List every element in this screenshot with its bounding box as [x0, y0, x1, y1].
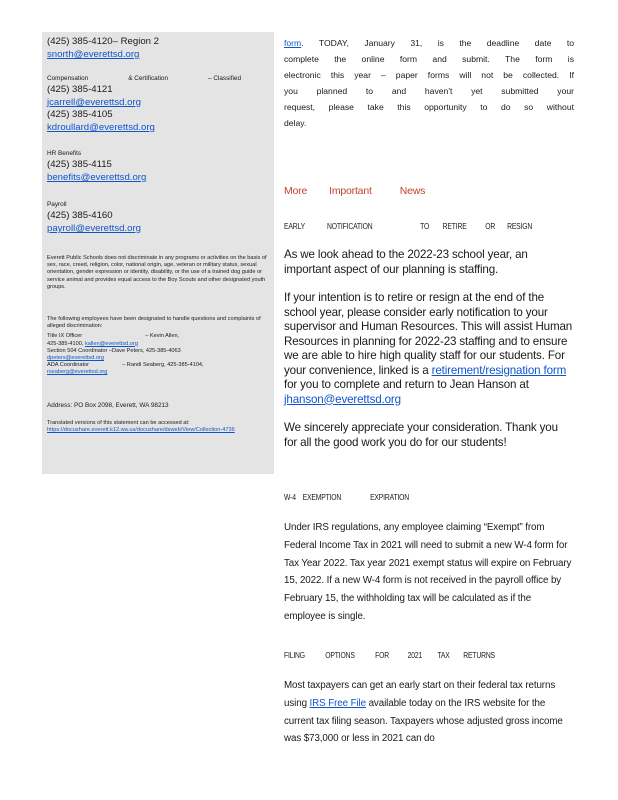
translated-versions-link[interactable]: https://docushare.everett.k12.wa.us/docushare/dsweb/View/Collection-4736 — [47, 427, 235, 434]
section-504-email-link[interactable]: dpeters@everettsd.org — [47, 355, 104, 362]
payroll-phone: (425) 385-4160 — [47, 210, 113, 221]
w4-exemption-para: Under IRS regulations, any employee claiming “Exempt” from Federal Income Tax in 2021 will need to submit a new W-4 form for Tax Year 2022. Tax year 2021 exempt status will expire on February 15, 2022. If a new W-4 form is not received in the payroll office by February 15, the withholding tax will be calculated as if the employee is single. — [284, 522, 572, 622]
compensation-email-1-link[interactable]: jcarrell@everettsd.org — [47, 97, 141, 108]
filing-options-para: Most taxpayers can get an early start on their federal tax returns using IRS Free File available today on the IRS website for the current tax filing season. Taxpayers whose adjusted gross income was $73,000 or less in 2021 can do — [284, 680, 563, 745]
form-link[interactable]: form — [284, 38, 302, 48]
more-important-news-heading: More Important News — [284, 185, 426, 197]
title-ix-contact-line2: 425-385-4100, kallen@everettsd.org — [47, 340, 138, 347]
jhanson-email-link[interactable]: jhanson@everettsd.org — [284, 392, 401, 406]
region2-phone: (425) 385-4120– Region 2 — [47, 36, 160, 47]
early-notification-para-3: We sincerely appreciate your consideration. Thank you for all the good work you do for our students! — [284, 421, 558, 449]
compensation-phone-1: (425) 385-4121 — [47, 84, 113, 95]
irs-free-file-link[interactable]: IRS Free File — [309, 697, 366, 709]
mailing-address: Address: PO Box 2098, Everett, WA 98213 — [47, 402, 169, 409]
region2-email-link[interactable]: snorth@everettsd.org — [47, 49, 140, 60]
ada-contact: ADA Coordinator – Randi Seaberg, 425-385-4104, — [47, 362, 204, 369]
translated-versions-block — [47, 420, 273, 434]
compensation-phone-2: (425) 385-4105 — [47, 109, 113, 120]
early-notification-heading: EARLY NOTIFICATION TO RETIRE OR RESIGN — [284, 222, 533, 231]
hr-benefits-email-link[interactable]: benefits@everettsd.org — [47, 172, 147, 183]
designated-employees-block — [47, 316, 273, 377]
hr-benefits-heading: HR Benefits — [47, 150, 82, 157]
deadline-paragraph: form. TODAY, January 31, is the deadline date to complete the online form and submit. The form is electronic this year – paper forms will not be collected. If you planned to and haven't yet submitted your request, please take this opportunity to do so without delay. — [284, 38, 574, 128]
nondiscrimination-text: Everett Public Schools does not discriminate in any programs or activities on the basis of sex, race, creed, religion, color, national origin, age, veteran or military status, sexual orientation, gender expression or identity, disability, or the use of a trained dog guide or service animal and provides equal access to the Boy Scouts and other designated youth groups. — [47, 255, 267, 290]
ada-email-link[interactable]: rseaberg@everettsd.org — [47, 369, 108, 376]
hr-benefits-phone: (425) 385-4115 — [47, 159, 112, 170]
payroll-email-link[interactable]: payroll@everettsd.org — [47, 223, 141, 234]
retirement-resignation-form-link[interactable]: retirement/resignation form — [431, 363, 567, 377]
title-ix-email-link[interactable]: kallen@everettsd.org — [84, 340, 138, 347]
early-notification-para-2: If your intention is to retire or resign at the end of the school year, please consider early notification to your supervisor and Human Resources. This will assist Human Resources in planning for 2022-23 staffing and to ensure we are able to hire high quality staff for our students. For your convenience, linked is a retirement/resignation form for you to complete and return to Jean Hanson at jhanson@everettsd.org — [284, 291, 573, 406]
early-notification-para-1: As we look ahead to the 2022-23 school year, an important aspect of our planning is staffing. — [284, 248, 528, 276]
translated-intro: Translated versions of this statement can be accessed at: — [47, 420, 190, 426]
section-504-contact: Section 504 Coordinator –Dave Peters, 425-385-4063 — [47, 347, 181, 354]
payroll-heading: Payroll — [47, 201, 67, 208]
filing-options-heading: FILING OPTIONS FOR 2021 TAX RETURNS — [284, 651, 495, 660]
compensation-heading: Compensation & Certification – Classified — [47, 75, 242, 82]
nondiscrimination-statement — [47, 255, 273, 291]
compensation-email-2-link[interactable]: kdroullard@everettsd.org — [47, 122, 155, 133]
title-ix-contact: Title IX Officer – Kevin Allen, — [47, 333, 180, 340]
w4-exemption-heading: W-4 EXEMPTION EXPIRATION — [284, 493, 410, 502]
designated-intro: The following employees have been designated to handle questions and complaints of alleged discrimination: — [47, 316, 261, 330]
